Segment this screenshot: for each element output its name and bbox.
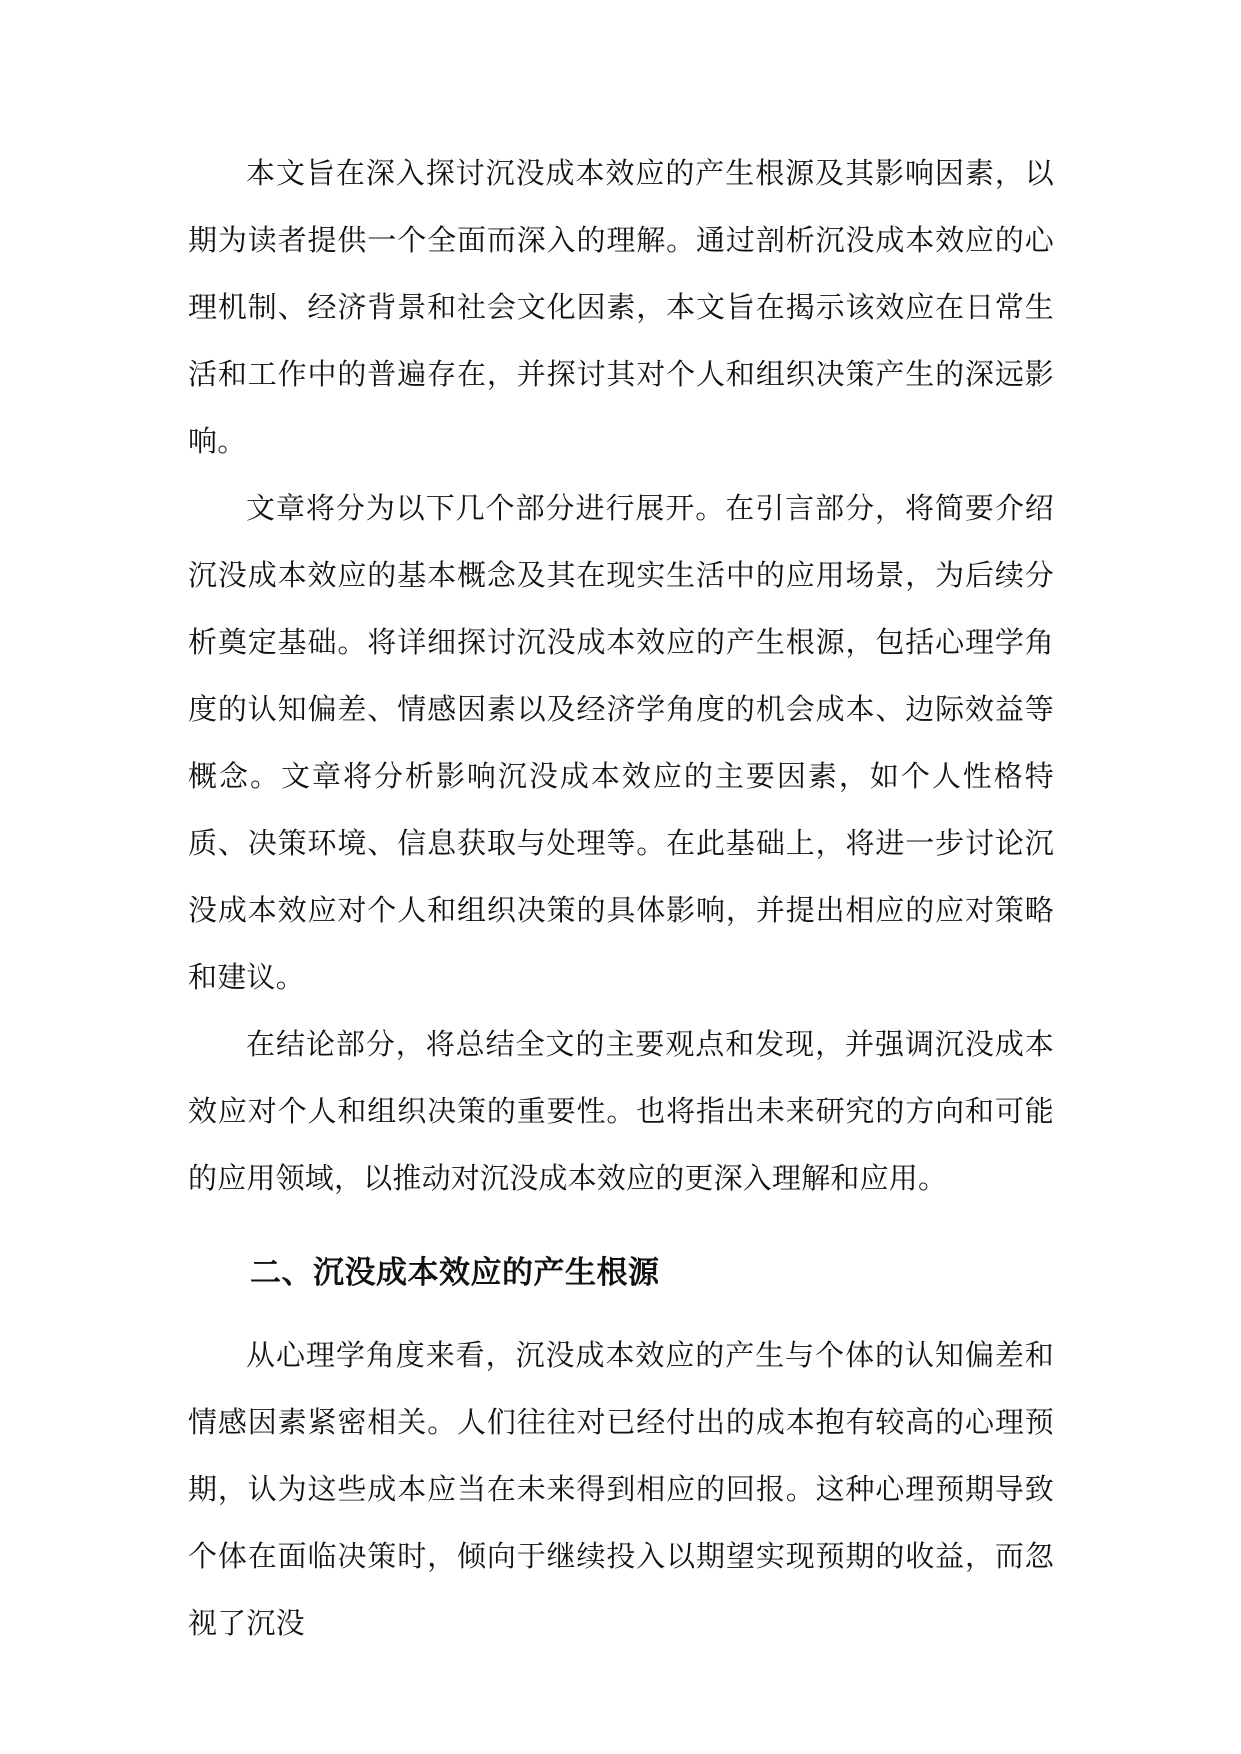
paragraph-conclusion-preview: 在结论部分，将总结全文的主要观点和发现，并强调沉没成本效应对个人和组织决策的重要性。也将指出未来研究的方向和可能的应用领域，以推动对沉没成本效应的更深入理解和应用。 [188,1027,1054,1195]
paragraph-psychology: 从心理学角度来看，沉没成本效应的产生与个体的认知偏差和情感因素紧密相关。人们往往对已经付出的成本抱有较高的心理预期，认为这些成本应当在未来得到相应的回报。这种心理预期导致个体在面临决策时，倾向于继续投入以期望实现预期的收益，而忽视了沉没 [188,1338,1054,1640]
paragraph-structure: 文章将分为以下几个部分进行展开。在引言部分，将简要介绍沉没成本效应的基本概念及其在现实生活中的应用场景，为后续分析奠定基础。将详细探讨沉没成本效应的产生根源，包括心理学角度的认知偏差、情感因素以及经济学角度的机会成本、边际效益等概念。文章将分析影响沉没成本效应的主要因素，如个人性格特质、决策环境、信息获取与处理等。在此基础上，将进一步讨论沉没成本效应对个人和组织决策的具体影响，并提出相应的应对策略和建议。 [188,491,1054,994]
document-body [188,140,1054,1657]
paragraph-purpose: 本文旨在深入探讨沉没成本效应的产生根源及其影响因素，以期为读者提供一个全面而深入的理解。通过剖析沉没成本效应的心理机制、经济背景和社会文化因素，本文旨在揭示该效应在日常生活和工作中的普遍存在，并探讨其对个人和组织决策产生的深远影响。 [188,156,1054,458]
section-heading: 二、沉没成本效应的产生根源 [250,1255,660,1291]
